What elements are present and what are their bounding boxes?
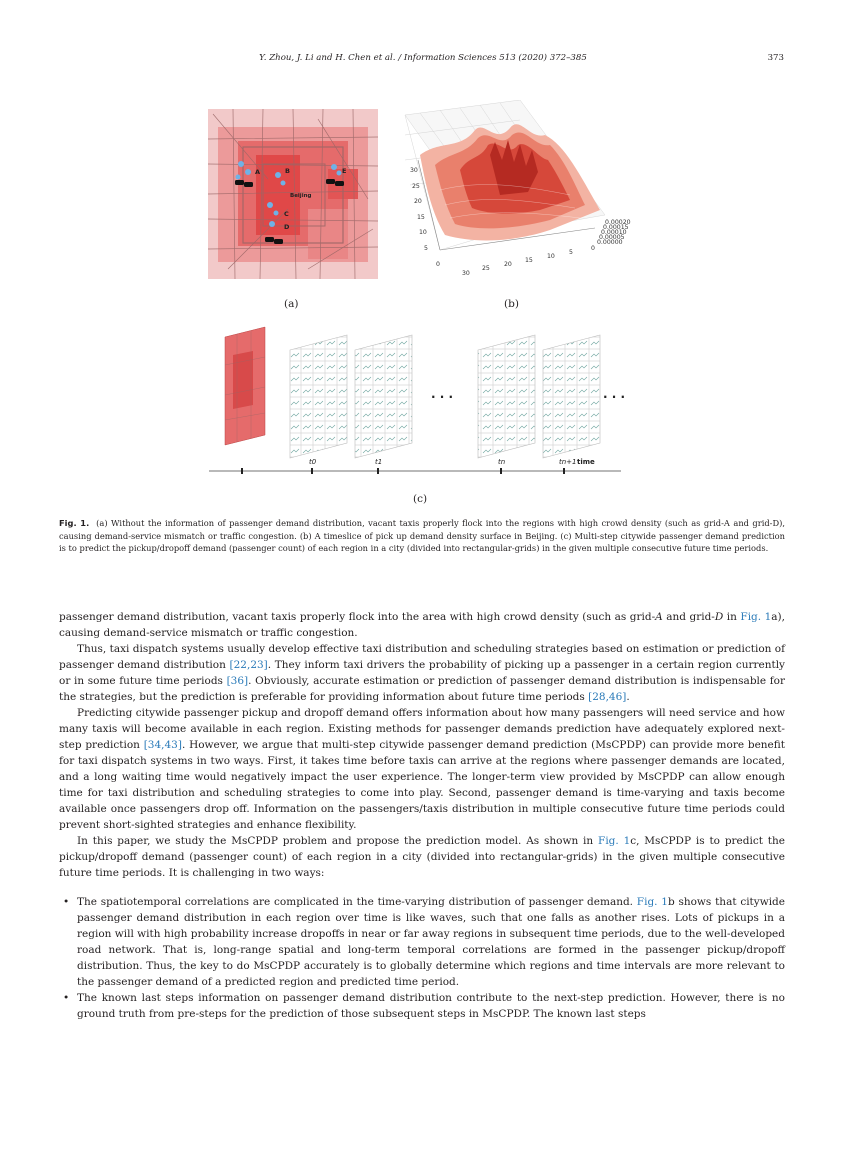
tick-tn xyxy=(500,468,502,474)
y-tick-6: 0 xyxy=(436,261,440,268)
timeline-label-t0: t0 xyxy=(309,458,317,466)
x-tick-1: 25 xyxy=(482,265,490,272)
figure-c-timeline xyxy=(205,325,645,485)
tick-t0 xyxy=(311,468,313,474)
timeline-label-tn: tn xyxy=(498,458,506,466)
map-label-c: C xyxy=(284,210,289,218)
x-tick-4: 10 xyxy=(547,253,555,260)
tick-t1 xyxy=(377,468,379,474)
page-number: 373 xyxy=(767,53,784,63)
map-label-city: Beijing xyxy=(290,193,312,199)
citation-link[interactable]: [34,43] xyxy=(143,739,182,751)
z-tick-1: 0.00015 xyxy=(603,224,629,231)
x-tick-3: 15 xyxy=(525,257,533,264)
caption-label: Fig. 1. xyxy=(59,518,90,528)
map-label-d: D xyxy=(284,223,290,231)
fig-ref-link[interactable]: Fig. 1 xyxy=(740,611,772,623)
map-label-b: B xyxy=(285,167,290,175)
ellipsis-middle: · · · xyxy=(431,390,454,404)
caption-text: (a) Without the information of passenger demand distribution, vacant taxis properly flock into the regions with high crowd density (such as grid-A and grid-D), causing demand-service mismatch or traffic congestion. (b) A timeslice of pick up demand density surface in Beijing. (c) Multi-step citywide passenger demand prediction is to predict the pickup/dropoff demand (passenger count) of each region in a city (divided into rectangular-grids) in the given multiple consecutive future time periods. xyxy=(59,518,786,554)
citation-link[interactable]: [28,46] xyxy=(588,691,627,703)
x-tick-0: 30 xyxy=(462,270,470,277)
y-tick-1: 25 xyxy=(412,183,420,190)
z-tick-2: 0.00010 xyxy=(601,229,627,236)
running-header xyxy=(0,53,846,67)
density-surface-plot xyxy=(400,100,640,285)
list-item: • The known last steps information on passenger demand distribution contribute to the next-step prediction. However, there is no ground truth from pre-steps for the prediction of those subsequent steps in MsCPDP. The known last steps xyxy=(63,992,785,1020)
paragraph-1: passenger demand distribution, vacant taxis properly flock into the area with high crowd density (such as grid-A and grid-D in Fig. 1a), causing demand-service mismatch or traffic congestion. xyxy=(59,611,785,639)
map-label-a: A xyxy=(255,168,261,176)
paragraph-4: In this paper, we study the MsCPDP problem and propose the prediction model. As shown in Fig. 1c, MsCPDP is to predict the pickup/dropoff demand (passenger count) of each region in a city (divided into rectangular-grids) in the given multiple consecutive future time periods. It is challenging in two ways: xyxy=(59,835,785,879)
timeline-label-time: time xyxy=(577,458,595,466)
x-tick-6: 0 xyxy=(591,245,595,252)
list-item: • The spatiotemporal correlations are complicated in the time-varying distribution of passenger demand. Fig. 1b shows that citywide passenger demand distribution in each region over time is like waves, such that one falls as another rises. Lots of pickups in a region will with high probability increase dropoffs in near or far away regions in subsequent time periods, due to the well-developed road network. That is, long-range spatial and long-term temporal correlations are formed in the passenger pickup/dropoff distribution. Thus, the key to do MsCPDP accurately is to globally determine which regions and time intervals are more relevant to the passenger demand of a predicted region and predicted time period. xyxy=(63,896,785,988)
body-text xyxy=(59,609,785,1022)
figure-b-label: (b) xyxy=(504,298,519,310)
z-tick-4: 0.00000 xyxy=(597,239,623,246)
challenge-list xyxy=(59,894,785,1022)
citation-link[interactable]: [36] xyxy=(226,675,249,687)
x-tick-5: 5 xyxy=(569,249,573,256)
citation-link[interactable]: [22,23] xyxy=(229,659,268,671)
y-tick-2: 20 xyxy=(414,198,422,205)
figure-a-map xyxy=(208,109,378,279)
tick-tn1 xyxy=(563,468,565,474)
tick-input xyxy=(241,468,243,474)
y-tick-4: 10 xyxy=(419,229,427,236)
y-tick-5: 5 xyxy=(424,245,428,252)
map-label-e: E xyxy=(342,167,347,175)
timeline-label-t1: t1 xyxy=(375,458,383,466)
z-tick-3: 0.00005 xyxy=(599,234,625,241)
z-tick-0: 0.00020 xyxy=(605,219,631,226)
fig-ref-link[interactable]: Fig. 1 xyxy=(636,896,668,908)
paragraph-3: Predicting citywide passenger pickup and dropoff demand offers information about how many passengers will need service and how many taxis will become available in each region. Existing methods for passenger demands prediction have adequately explored next-step prediction [34,43]. However, we argue that multi-step citywide passenger demand prediction (MsCPDP) can provide more benefit for taxi dispatch systems in two ways. First, it takes time before taxis can arrive at the regions where passenger demands are located, and a long waiting time would negatively impact the user experience. The longer-term view provided by MsCPDP can allow enough time for taxi distribution and scheduling strategies to come into play. Second, passenger demand is time-varying and taxis become available once passengers drop off. Information on the passengers/taxis distribution in multiple consecutive future time periods could prevent short-sighted strategies and enhance flexibility. xyxy=(59,707,785,831)
paragraph-2: Thus, taxi dispatch systems usually develop effective taxi distribution and scheduling strategies based on estimation or prediction of passenger demand distribution [22,23]. They inform taxi drivers the probability of picking up a passenger in a certain region currently or in some future time periods [36]. Obviously, accurate estimation or prediction of passenger demand distribution is indispensable for the strategies, but the prediction is preferable for providing information about future time periods [28,46]. xyxy=(59,643,785,703)
x-tick-2: 20 xyxy=(504,261,512,268)
fig-ref-link[interactable]: Fig. 1 xyxy=(598,835,631,847)
figure-c-label: (c) xyxy=(413,493,428,505)
multistep-timeline-diagram xyxy=(205,325,645,485)
ellipsis-right: · · · xyxy=(603,390,626,404)
timeline-label-tn1: tn+1 xyxy=(559,458,577,466)
figure-a-label: (a) xyxy=(284,298,299,310)
y-tick-3: 15 xyxy=(417,214,425,221)
y-tick-0: 30 xyxy=(410,167,418,174)
beijing-map-image xyxy=(208,109,378,279)
figure-b-surface xyxy=(400,100,640,285)
running-head-text: Y. Zhou, J. Li and H. Chen et al. / Information Sciences 513 (2020) 372–385 xyxy=(259,53,587,63)
figure-caption xyxy=(59,517,785,555)
